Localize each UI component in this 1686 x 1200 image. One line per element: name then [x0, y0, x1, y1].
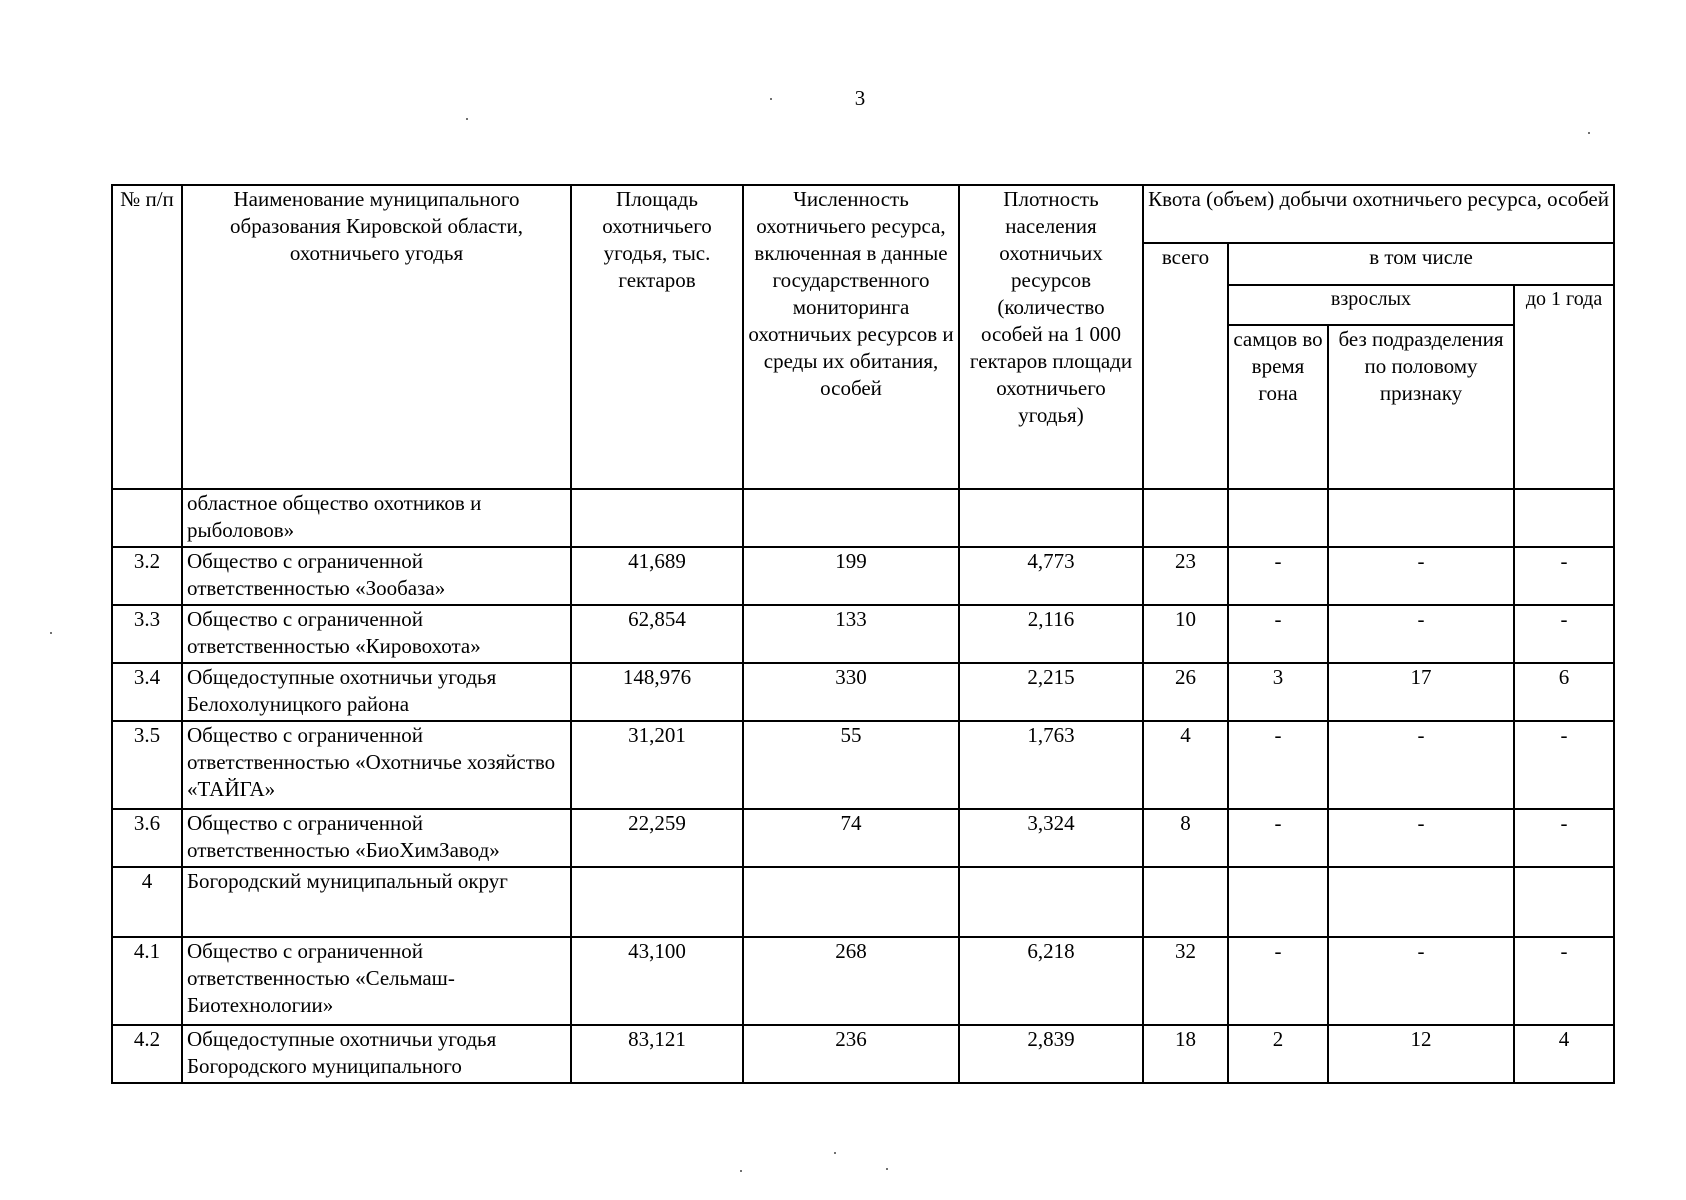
row-quota-under1: -: [1514, 721, 1614, 809]
scan-speck: [740, 1170, 742, 1172]
header-including: в том числе: [1228, 243, 1614, 285]
row-quota-nosex: [1328, 867, 1514, 937]
table-row: [112, 605, 1614, 663]
row-density: 2,839: [959, 1025, 1143, 1083]
row-name: Общество с ограниченной ответственностью «Кировохота»: [182, 605, 571, 663]
row-quota-nosex: 12: [1328, 1025, 1514, 1083]
row-name: областное общество охотников и рыболовов»: [182, 489, 571, 547]
row-quota-males: [1228, 489, 1328, 547]
header-total: всего: [1143, 243, 1228, 489]
row-count: 55: [743, 721, 959, 809]
scan-speck: [50, 632, 52, 634]
scan-speck: [834, 1152, 836, 1154]
row-quota-under1: 6: [1514, 663, 1614, 721]
table-row: [112, 489, 1614, 547]
row-quota-nosex: -: [1328, 605, 1514, 663]
row-density: 6,218: [959, 937, 1143, 1025]
table-body: [112, 489, 1614, 1083]
row-count: 199: [743, 547, 959, 605]
row-name: Общедоступные охотничьи угодья Богородского муниципального: [182, 1025, 571, 1083]
row-area: 83,121: [571, 1025, 743, 1083]
row-quota-under1: -: [1514, 809, 1614, 867]
row-quota-under1: [1514, 867, 1614, 937]
row-quota-total: 23: [1143, 547, 1228, 605]
table-row: [112, 1025, 1614, 1083]
row-quota-total: [1143, 489, 1228, 547]
row-quota-nosex: -: [1328, 721, 1514, 809]
row-area: 43,100: [571, 937, 743, 1025]
row-area: 62,854: [571, 605, 743, 663]
row-count: 268: [743, 937, 959, 1025]
row-quota-total: 18: [1143, 1025, 1228, 1083]
page-number: 3: [854, 86, 866, 110]
row-number: 3.6: [112, 809, 182, 867]
row-name: Общество с ограниченной ответственностью «Зообаза»: [182, 547, 571, 605]
header-under1: до 1 года: [1514, 285, 1614, 489]
row-density: 1,763: [959, 721, 1143, 809]
scan-speck: [886, 1168, 888, 1170]
row-area: [571, 867, 743, 937]
row-count: 330: [743, 663, 959, 721]
row-name: Общество с ограниченной ответственностью «Охотничье хозяйство «ТАЙГА»: [182, 721, 571, 809]
row-count: 236: [743, 1025, 959, 1083]
row-quota-nosex: -: [1328, 809, 1514, 867]
row-quota-under1: 4: [1514, 1025, 1614, 1083]
row-quota-males: -: [1228, 721, 1328, 809]
row-number: 3.3: [112, 605, 182, 663]
row-quota-males: [1228, 867, 1328, 937]
row-quota-under1: -: [1514, 605, 1614, 663]
row-quota-total: 32: [1143, 937, 1228, 1025]
row-quota-males: -: [1228, 937, 1328, 1025]
row-quota-nosex: -: [1328, 547, 1514, 605]
row-count: 74: [743, 809, 959, 867]
row-density: 3,324: [959, 809, 1143, 867]
row-name: Общество с ограниченной ответственностью «БиоХимЗавод»: [182, 809, 571, 867]
row-quota-under1: [1514, 489, 1614, 547]
row-name: Богородский муниципальный округ: [182, 867, 571, 937]
header-quota: Квота (объем) добычи охотничьего ресурса, особей: [1143, 185, 1614, 243]
row-quota-males: 3: [1228, 663, 1328, 721]
table-row: [112, 809, 1614, 867]
row-quota-males: 2: [1228, 1025, 1328, 1083]
row-quota-males: -: [1228, 809, 1328, 867]
quota-table: [111, 184, 1615, 1084]
header-num: № п/п: [112, 185, 182, 489]
row-number: 3.4: [112, 663, 182, 721]
scan-speck: [770, 98, 772, 100]
row-density: 2,116: [959, 605, 1143, 663]
row-quota-males: -: [1228, 605, 1328, 663]
row-density: 2,215: [959, 663, 1143, 721]
row-number: 4: [112, 867, 182, 937]
row-count: [743, 489, 959, 547]
header-nosex: без подразделения по половому признаку: [1328, 325, 1514, 489]
row-area: 22,259: [571, 809, 743, 867]
table-row: [112, 937, 1614, 1025]
row-quota-nosex: 17: [1328, 663, 1514, 721]
row-number: 4.2: [112, 1025, 182, 1083]
row-quota-under1: -: [1514, 547, 1614, 605]
table-row: [112, 721, 1614, 809]
table-row: [112, 663, 1614, 721]
row-density: [959, 489, 1143, 547]
header-name: Наименование муниципального образования Кировской области, охотничьего угодья: [182, 185, 571, 489]
row-quota-total: 10: [1143, 605, 1228, 663]
row-quota-total: [1143, 867, 1228, 937]
row-number: [112, 489, 182, 547]
row-density: 4,773: [959, 547, 1143, 605]
row-density: [959, 867, 1143, 937]
header-adults: взрослых: [1228, 285, 1514, 325]
row-name: Общедоступные охотничьи угодья Белохолуницкого района: [182, 663, 571, 721]
row-count: 133: [743, 605, 959, 663]
row-quota-nosex: -: [1328, 937, 1514, 1025]
row-quota-total: 4: [1143, 721, 1228, 809]
row-name: Общество с ограниченной ответственностью «Сельмаш-Биотехнологии»: [182, 937, 571, 1025]
row-area: 41,689: [571, 547, 743, 605]
row-number: 3.2: [112, 547, 182, 605]
row-area: 31,201: [571, 721, 743, 809]
scan-speck: [466, 118, 468, 120]
header-males: самцов во время гона: [1228, 325, 1328, 489]
scan-speck: [1588, 132, 1590, 134]
row-quota-total: 26: [1143, 663, 1228, 721]
row-quota-nosex: [1328, 489, 1514, 547]
row-count: [743, 867, 959, 937]
row-quota-males: -: [1228, 547, 1328, 605]
table-row: [112, 547, 1614, 605]
table-row: [112, 867, 1614, 937]
header-count: Численность охотничьего ресурса, включенная в данные государственного мониторинга охотничьих ресурсов и среды их обитания, особей: [743, 185, 959, 489]
header-density: Плотность населения охотничьих ресурсов (количество особей на 1 000 гектаров площади охотничьего угодья): [959, 185, 1143, 489]
row-number: 3.5: [112, 721, 182, 809]
row-number: 4.1: [112, 937, 182, 1025]
row-quota-under1: -: [1514, 937, 1614, 1025]
row-area: 148,976: [571, 663, 743, 721]
header-area: Площадь охотничьего угодья, тыс. гектаров: [571, 185, 743, 489]
row-area: [571, 489, 743, 547]
row-quota-total: 8: [1143, 809, 1228, 867]
